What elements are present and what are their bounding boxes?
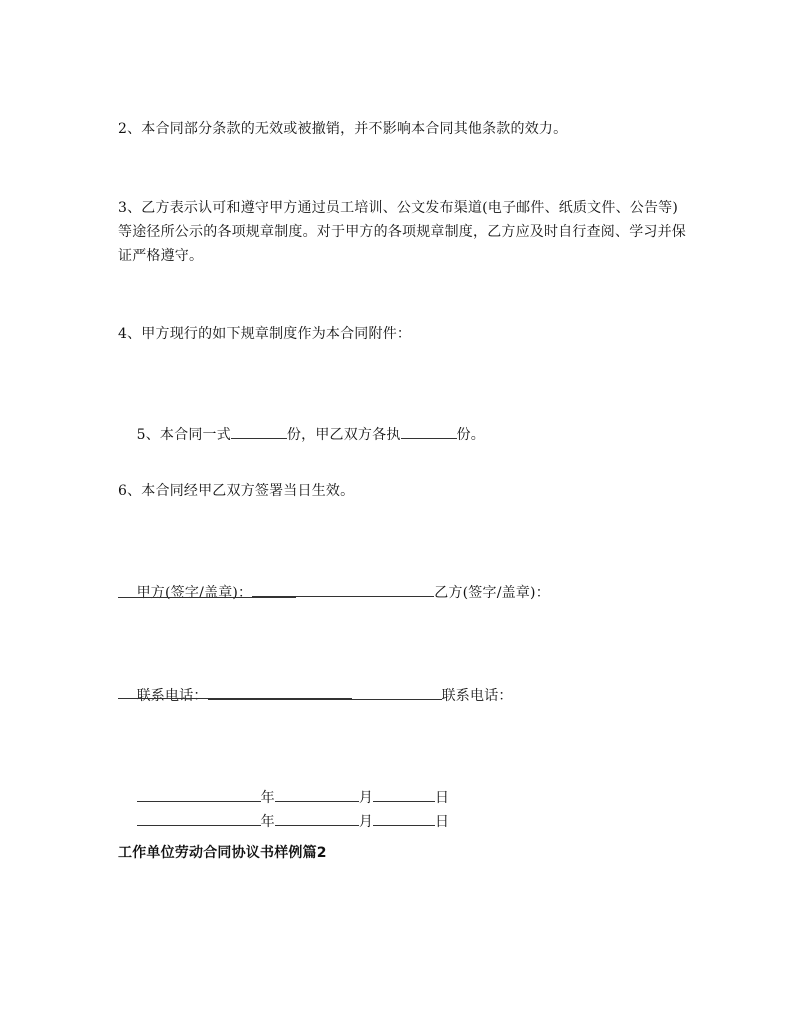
copies-total-blank [231,424,287,439]
party-b-signature-blank [118,597,296,598]
party-b-label: 乙方(签字/盖章)： [434,585,550,601]
day-label: 日 [435,790,450,806]
clause-4: 4、甲方现行的如下规章制度作为本合同附件： [118,326,412,342]
month-label: 月 [358,814,374,830]
signature-row [118,557,688,629]
clause-3: 3、乙方表示认可和遵守甲方通过员工培训、公文发布渠道(电子邮件、纸质文件、公告等)等途径所公示的各项规章制度。对于甲方的各项规章制度，乙方应及时自行查阅、学习并保证严格遵守。 [118,200,686,264]
section-heading: 工作单位劳动合同协议书样例篇2 [118,845,327,861]
contact-a-label: 联系电话： [136,688,208,704]
copies-each-blank [401,424,457,439]
clause-5-part-b: 份，甲乙双方各执 [286,427,401,443]
clause-2: 2、本合同部分条款的无效或被撤销，并不影响本合同其他条款的效力。 [118,121,568,137]
clause-5-part-a: 5、本合同一式 [136,427,231,443]
month-blank [275,811,359,826]
party-a-label: 甲方(签字/盖章)： [136,585,253,601]
day-label: 日 [435,814,450,830]
contact-b-blank [118,698,352,699]
day-blank [373,811,435,826]
contact-b-label: 联系电话： [441,688,513,704]
year-label: 年 [260,790,275,806]
year-label: 年 [260,814,275,830]
month-label: 月 [358,790,374,806]
contact-row [118,660,688,732]
year-blank [137,811,261,826]
clause-5 [118,399,688,471]
clause-6: 6、本合同经甲乙双方签署当日生效。 [118,483,355,499]
clause-5-part-c: 份。 [456,427,485,443]
party-a-signature-blank [252,582,434,597]
